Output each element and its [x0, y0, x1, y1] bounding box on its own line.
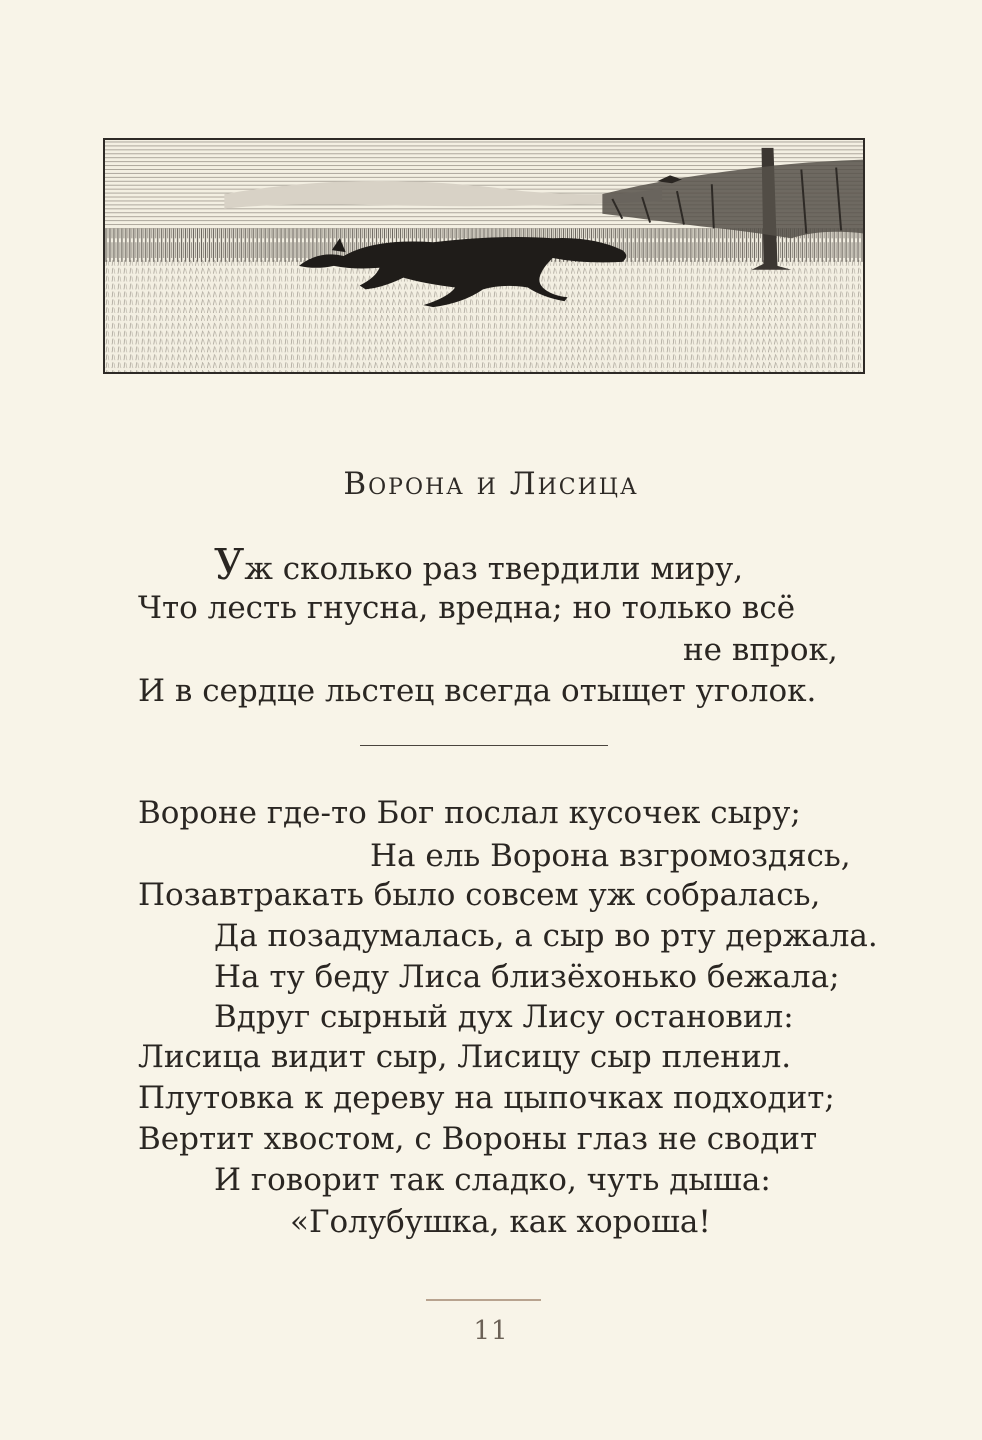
page-number: 11 — [473, 1316, 509, 1346]
stanza2-line: На ель Ворона взгромоздясь, — [370, 838, 851, 874]
stanza1-line3: И в сердце льстец всегда отыщет уголок. — [138, 673, 817, 709]
stanza2-line: Вертит хвостом, с Вороны глаз не сводит — [138, 1121, 818, 1157]
stanza2-line: Лисица видит сыр, Лисицу сыр пленил. — [138, 1039, 792, 1075]
stanza2-line: Плутовка к дереву на цыпочках подходит; — [138, 1080, 835, 1116]
stanza2-line: Да позадумалась, а сыр во рту держала. — [214, 918, 878, 954]
stanza2-line: «Голубушка, как хороша! — [290, 1204, 711, 1240]
stanza2-line: И говорит так сладко, чуть дыша: — [214, 1162, 771, 1198]
stanza2-line: Вдруг сырный дух Лису остановил: — [214, 999, 794, 1035]
stanza2-line: Вороне где-то Бог послал кусочек сыру; — [138, 795, 801, 831]
section-divider — [360, 745, 608, 746]
stanza1-line1-text: ж сколько раз твердили миру, — [244, 551, 744, 587]
stanza2-line: На ту беду Лиса близёхонько бежала; — [214, 959, 840, 995]
stanza1-line2: Что лесть гнусна, вредна; но только всё — [138, 590, 796, 626]
stanza1-line2-cont: не впрок, — [683, 632, 838, 668]
footer-divider — [426, 1299, 541, 1301]
stanza2-line: Позавтракать было совсем уж собралась, — [138, 877, 821, 913]
stanza1-line1 — [214, 540, 744, 589]
fox-field-illustration — [103, 138, 865, 374]
dropcap-letter: У — [214, 540, 245, 589]
engraving-image — [105, 140, 863, 372]
poem-title: Ворона и Лисица — [343, 466, 639, 502]
